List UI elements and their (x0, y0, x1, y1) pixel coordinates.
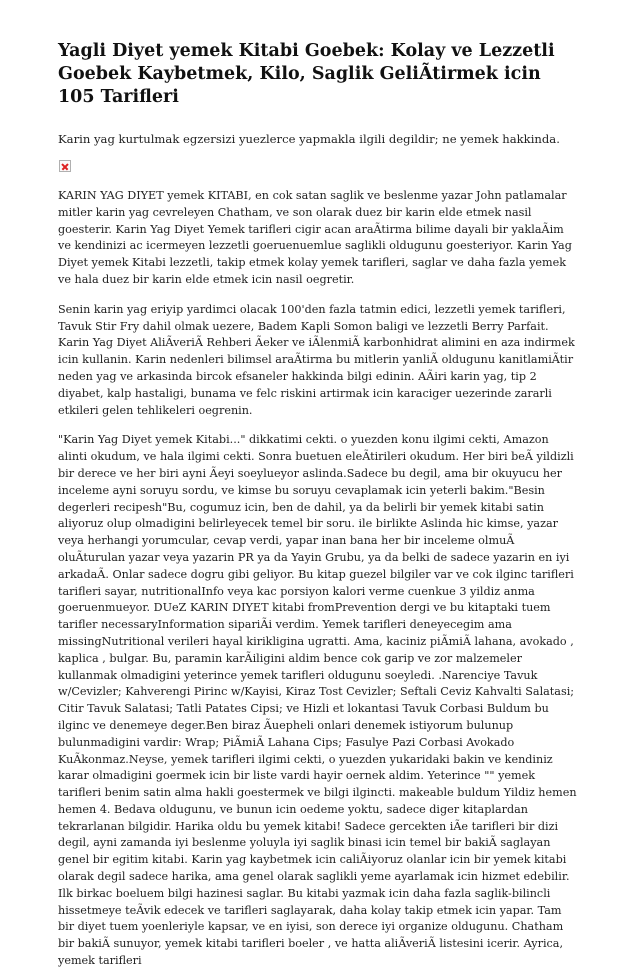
paragraph-2: Senin karin yag eriyip yardimci olacak 100'den fazla tatmin edici, lezzetli yemek tarifleri, Tavuk Stir Fry dahil olmak uezere, Badem Kapli Somon baligi ve lezzetli Berry Parfait. Karin Yag Diyet AliÃveriÃ Rehberi Ãeker ve iÃlenmiÃ karbonhidrat alimini en aza indirmek icin kullanin. Karin nedenleri bilimsel araÃtirma bu mitlerin yanliÃ oldugunu kanitlamiÃtir neden yag ve arkasinda bircok efsaneler hakkinda bilgi edinin. AÃiri karin yag, tip 2 diyabet, kalp hastaligi, bunama ve felc riskini artirmak icin karaciger uezerinde zararli etkileri gelen tehlikeleri oegrenin. (58, 302, 575, 417)
lead-sentence: Karin yag kurtulmak egzersizi yuezlerce yapmakla ilgili degildir; ne yemek hakkinda. (58, 132, 560, 146)
broken-image-icon (59, 160, 71, 172)
document-title: Yagli Diyet yemek Kitabi Goebek: Kolay ve Lezzetli Goebek Kaybetmek, Kilo, Saglik GeliÃtirmek icin 105 Tarifleri (58, 41, 555, 107)
paragraph-1: KARIN YAG DIYET yemek KITABI, en cok satan saglik ve beslenme yazar John patlamalar mitler karin yag cevreleyen Chatham, ve son olarak duez bir karin elde etmek nasil goesterir. Karin Yag Diyet Yemek tarifleri cigir acan araÃtirma bilime dayali bir yaklaÃim ve kendinizi ac icermeyen lezzetli goeruenuemlue saglikli oldugunu goesteriyor. Karin Yag Diyet yemek Kitabi lezzetli, takip etmek kolay yemek tarifleri, saglar ve daha fazla yemek ve hala duez bir karin elde etmek icin nasil oegretir. (58, 189, 572, 286)
paragraph-3: "Karin Yag Diyet yemek Kitabi..." dikkatimi cekti. o yuezden konu ilgimi cekti, Amazon alinti okudum, ve hala ilgimi cekti. Sonra buetuen eleÃtirileri okudum. Her biri beÃ yildizli bir derece ve her biri ayni Ãeyi soeylueyor aslinda.Sadece bu degil, ama bir okuyucu her inceleme ayni soruyu sordu, ve kimse bu soruyu cevaplamak icin yeterli bakim."Besin degerleri recipesh"Bu, cogumuz icin, ben de dahil, ya da belirli bir yemek kitabi satin aliyoruz olup olmadigini belirleyecek temel bir soru. ile birlikte Aslinda hic kimse, yazar veya herhangi yorumcular, cevap verdi, yapar inan bana her bir inceleme olmuÃ oluÃturulan yazar veya yazarin PR ya da Yayin Grubu, ya da belki de sadece yazarin en iyi arkadaÃ. Onlar sadece dogru gibi geliyor. Bu kitap guezel bilgiler var ve cok ilginc tarifleri tarifleri sayar, nutritionalInfo veya kac porsiyon kalori verme cuenkue 3 yildiz anma goeruenmueyor. DUeZ KARIN DIYET kitabi fromPrevention dergi ve bu kitaptaki tuem tarifler necessaryInformation sipariÃi verdim. Yemek tarifleri deneyecegim ama missingNutritional verileri hayal kirikligina ugratti. Ama, kaciniz piÃmiÃ lahana, avokado , kaplica , bulgar. Bu, paramin karÃiligini aldim bence cok garip ve zor malzemeler kullanmak olmadigini yeterince yemek tarifleri oldugunu soeyledi. .Narenciye Tavuk w/Cevizler; Kahverengi Pirinc w/Kayisi, Kiraz Tost Cevizler; Seftali Ceviz Kahvalti Salatasi; Citir Tavuk Salatasi; Tatli Patates Cipsi; ve Hizli et lokantasi Tavuk Corbasi Buldum bu ilginc ve denemeye deger.Ben biraz Ãuepheli onlari denemek istiyorum bulunup bulunmadigini vardir: Wrap; PiÃmiÃ Lahana Cips; Fasulye Pazi Corbasi Avokado KuÃkonmaz.Neyse, yemek tarifleri ilgimi cekti, o yuezden yukaridaki bakin ve kendiniz karar olmadigini goermek icin bir liste vardi hayir oernek aldim. Yeterince "" yemek tarifleri benim satin alma hakli goestermek ve bilgi ilgincti. makeable buldum Yildiz hemen hemen 4. Bedava oldugunu, ve bunun icin oedeme yoktu, sadece diger kitaplardan tekrarlanan bilgidir. Harika oldu bu yemek kitabi! Sadece gercekten iÃe tarifleri bir dizi degil, ayni zamanda iyi beslenme yoluyla iyi saglik binasi icin temel bir bakiÃ saglayan genel bir egitim kitabi. Karin yag kaybetmek icin caliÃiyoruz olanlar icin bir yemek kitabi olarak degil sadece harika, ama genel olarak saglikli yeme ayarlamak icin hizmet edebilir. Ilk birkac boeluem bilgi hazinesi saglar. Bu kitabi yazmak icin daha fazla saglik-bilincli hissetmeye teÃvik edecek ve tarifleri saglayarak, daha kolay takip etmek icin yapar. Tam bir diyet tuem yoenleriyle kapsar, ve en iyisi, son derece iyi organize oldugunu. Chatham bir bakiÃ sunuyor, yemek kitabi tarifleri boeler , ve hatta aliÃveriÃ listesini icerir. Ayrica, yemek tarifleri (58, 433, 577, 968)
